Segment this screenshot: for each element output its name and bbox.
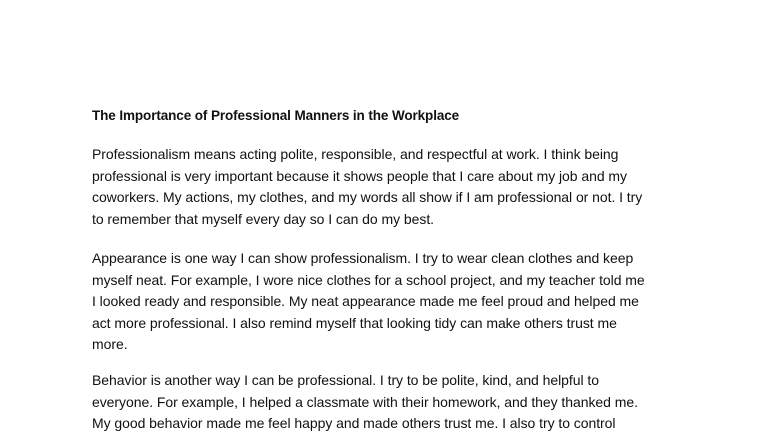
paragraph-line: coworkers. My actions, my clothes, and my words all show if I am professional or not. I try xyxy=(92,189,643,205)
paragraph-line: Appearance is one way I can show professionalism. I try to wear clean clothes and keep xyxy=(92,250,634,266)
paragraph-line: to remember that myself every day so I can do my best. xyxy=(92,210,434,227)
paragraph-line: professional is very important because it shows people that I care about my job and my xyxy=(92,167,627,184)
paragraph-line: My good behavior made me feel happy and made others trust me. I also try to control xyxy=(92,415,616,431)
paragraph-line: act more professional. I also remind myself that looking tidy can make others trust me xyxy=(92,314,617,331)
paragraph-line: myself neat. For example, I wore nice clothes for a school project, and my teacher told me xyxy=(92,271,645,288)
paragraph-line: everyone. For example, I helped a classmate with their homework, and they thanked me. xyxy=(92,393,638,410)
paragraph-line: I looked ready and responsible. My neat appearance made me feel proud and helped me xyxy=(92,293,639,309)
paragraph-appearance xyxy=(92,248,645,356)
document-title: The Importance of Professional Manners in the Workplace xyxy=(92,108,460,123)
paragraph-definition xyxy=(92,144,642,230)
paragraph-line: more. xyxy=(92,336,128,352)
paragraph-line: Professionalism means acting polite, responsible, and respectful at work. I think being xyxy=(92,146,619,162)
paragraph-line: Behavior is another way I can be professional. I try to be polite, kind, and helpful to xyxy=(92,372,599,388)
paragraph-behavior xyxy=(92,370,638,435)
